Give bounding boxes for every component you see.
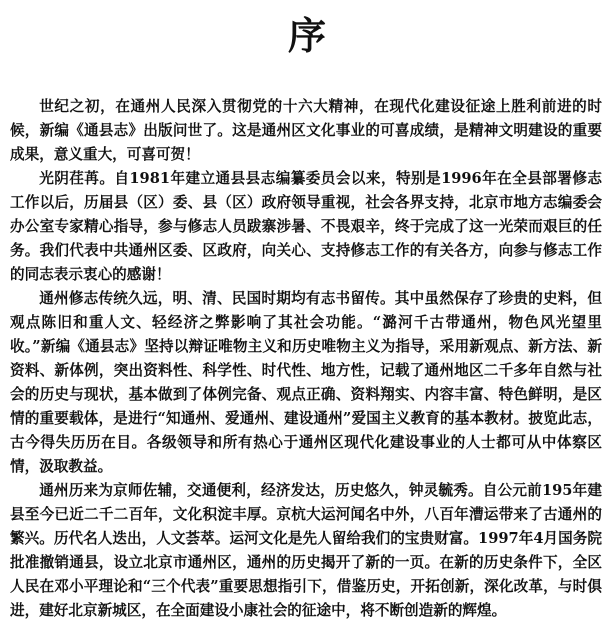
page-title: 序 — [287, 13, 328, 58]
paragraph-4: 通州历来为京师佐辅，交通便利，经济发达，历史悠久，钟灵毓秀。自公元前195年建县至今已近二千二百年，文化积淀丰厚。京杭大运河闻名中外，八百年漕运带来了古通州的繁兴。历代名人迭出，人文荟萃。运河文化是先人留给我们的宝贵财富。1997年4月国务院批准撤销通县，设立北京市通州区，通州的历史揭开了新的一页。在新的历史条件下，全区人民在邓小平理论和“三个代表”重要思想指引下，借鉴历史，开拓创新，深化改革，与时俱进，建好北京新城区，在全面建设小康社会的征途中，将不断创造新的辉煌。 — [10, 482, 602, 619]
paragraph-1: 世纪之初，在通州人民深入贯彻党的十六大精神，在现代化建设征途上胜利前进的时候，新编《通县志》出版问世了。这是通州区文化事业的可喜成绩，是精神文明建设的重要成果，意义重大，可喜可贺！ — [10, 98, 602, 163]
paragraph-2: 光阴荏苒。自1981年建立通县县志编纂委员会以来，特别是1996年在全县部署修志工作以后，历届县（区）委、县（区）政府领导重视，社会各界支持，北京市地方志编委会办公室专家精心指导，参与修志人员跋寨涉暑、不畏艰辛，终于完成了这一光荣而艰巨的任务。我们代表中共通州区委、区政府，向关心、支持修志工作的有关各方，向参与修志工作的同志表示衷心的感谢！ — [10, 170, 602, 283]
preface-body — [10, 95, 602, 623]
paragraph-3: 通州修志传统久远，明、清、民国时期均有志书留传。其中虽然保存了珍贵的史料，但观点陈旧和重人文、轻经济之弊影响了其社会功能。“潞河千古带通州，物色风光望里收。”新编《通县志》坚持以辩证唯物主义和历史唯物主义为指导，采用新观点、新方法、新资料、新体例，突出资料性、科学性、时代性、地方性，记载了通州地区二千多年自然与社会的历史与现状，基本做到了体例完备、观点正确、资料翔实、内容丰富、特色鲜明，是区情的重要载体，是进行“知通州、爱通州、建设通州”爱国主义教育的基本教材。披览此志，古今得失历历在目。各级领导和所有热心于通州区现代化建设事业的人士都可从中体察区情，汲取教益。 — [10, 290, 602, 475]
